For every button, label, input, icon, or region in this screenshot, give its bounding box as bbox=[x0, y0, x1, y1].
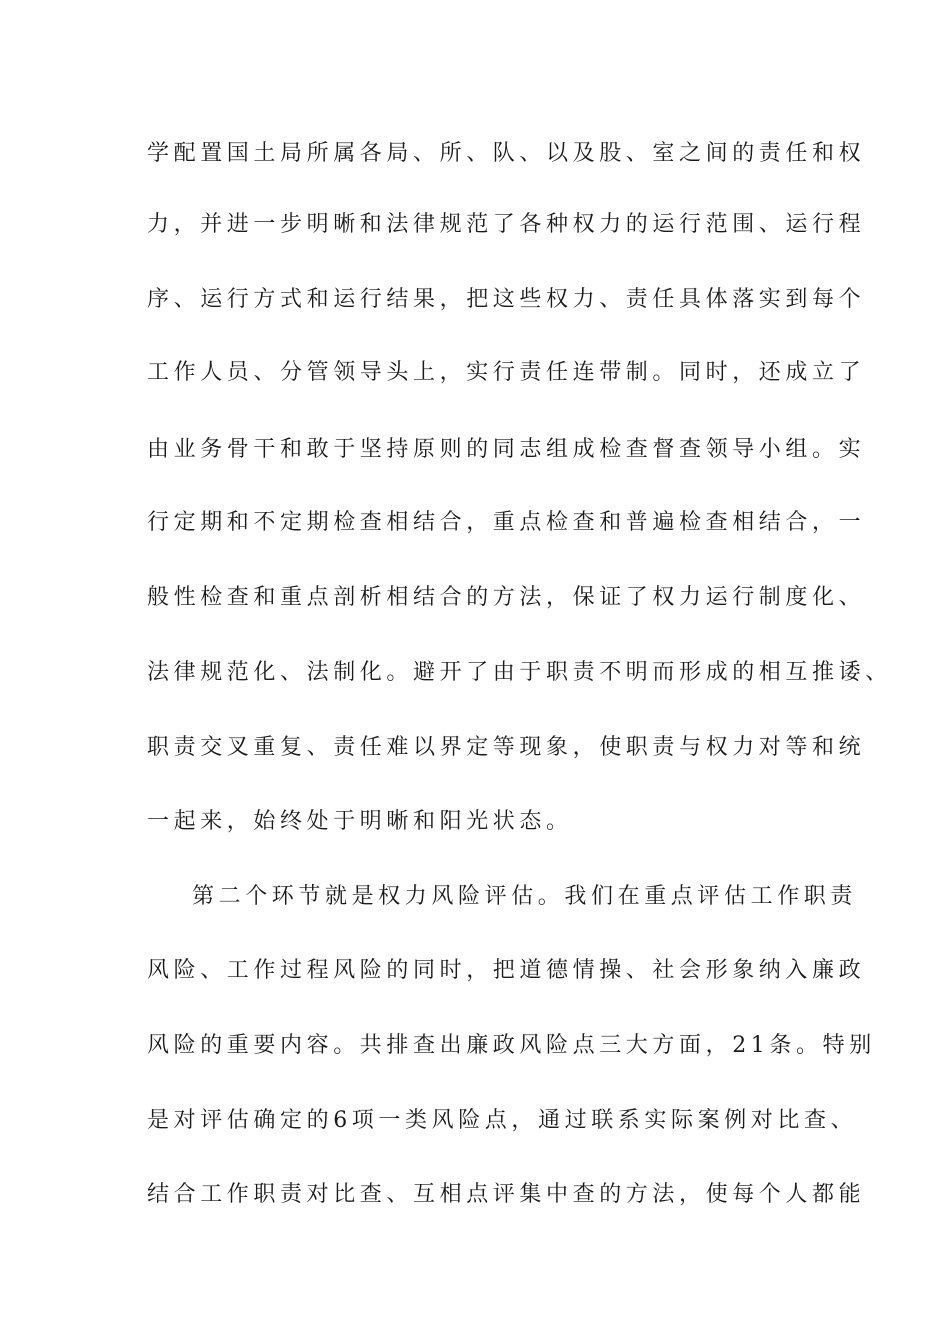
text-line-6: 行定期和不定期检查相结合，重点检查和普遍检查相结合，一 bbox=[147, 510, 866, 535]
text-line-7: 般性检查和重点剖析相结合的方法，保证了权力运行制度化、 bbox=[147, 585, 866, 610]
text-line-4: 工作人员、分管领导头上，实行责任连带制。同时，还成立了 bbox=[147, 360, 866, 385]
text-line-1: 学配置国土局所属各局、所、队、以及股、室之间的责任和权 bbox=[147, 141, 866, 166]
text-line-13: 风险的重要内容。共排查出廉政风险点三大方面，21条。特别 bbox=[147, 1033, 876, 1058]
text-line-10: 一起来，始终处于明晰和阳光状态。 bbox=[147, 809, 573, 834]
text-line-3: 序、运行方式和运行结果，把这些权力、责任具体落实到每个 bbox=[147, 287, 866, 312]
text-line-15: 结合工作职责对比查、互相点评集中查的方法，使每个人都能 bbox=[147, 1182, 866, 1207]
text-line-8: 法律规范化、法制化。避开了由于职责不明而形成的相互推诿、 bbox=[147, 660, 892, 685]
text-line-9: 职责交叉重复、责任难以界定等现象，使职责与权力对等和统 bbox=[147, 735, 866, 760]
text-line-5: 由业务骨干和敢于坚持原则的同志组成检查督查领导小组。实 bbox=[147, 437, 866, 462]
text-line-2: 力，并进一步明晰和法律规范了各种权力的运行范围、运行程 bbox=[147, 212, 866, 237]
text-line-12: 风险、工作过程风险的同时，把道德情操、社会形象纳入廉政 bbox=[147, 958, 866, 983]
text-line-14: 是对评估确定的6项一类风险点，通过联系实际案例对比查、 bbox=[147, 1108, 858, 1133]
paragraph-2-first-line: 第二个环节就是权力风险评估。我们在重点评估工作职责 bbox=[192, 884, 858, 909]
